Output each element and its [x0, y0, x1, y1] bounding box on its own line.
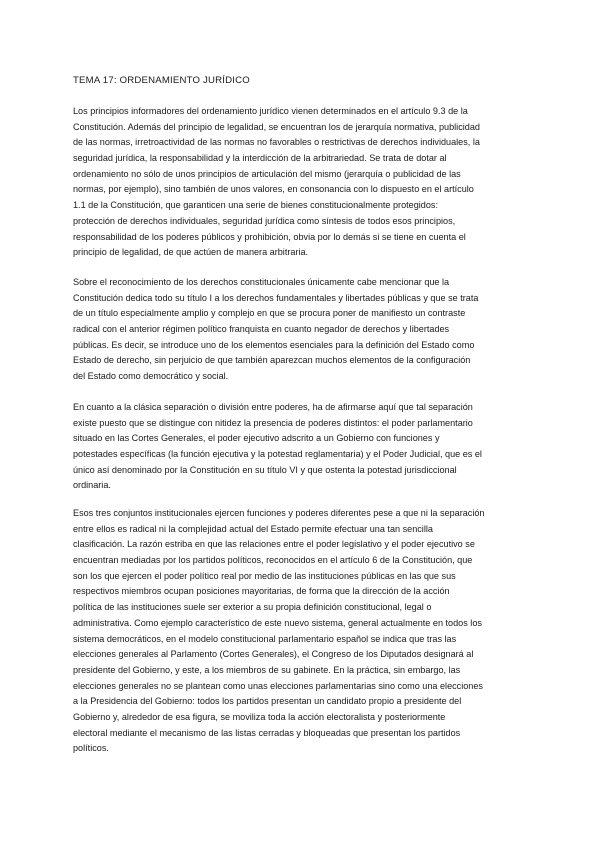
paragraph-line: único así denominado por la Constitución en su título VI y que ostenta la potestad jurisdiccional	[73, 464, 457, 475]
document-title: TEMA 17: ORDENAMIENTO JURÍDICO	[73, 75, 250, 86]
paragraph-line: respectivos miembros ocupan posiciones mayoritarias, de forma que la dirección de la acción	[73, 586, 450, 597]
paragraph-line: de las normas, irretroactividad de las normas no favorables o restrictivas de derechos individuales, la	[73, 137, 480, 148]
paragraph-line: presidente del Gobierno, y este, a los miembros de su gabinete. En la práctica, sin embargo, las	[73, 664, 461, 675]
paragraph-line: administrativa. Como ejemplo característico de este nuevo sistema, general actualmente en todos los	[73, 617, 482, 628]
paragraph-line: públicas. Es decir, se introduce uno de los elementos esenciales para la definición del Estado como	[73, 339, 475, 350]
paragraph-line: Constitución. Además del principio de legalidad, se encuentran los de jerarquía normativa, publicidad	[73, 121, 480, 132]
paragraph-line: política de las instituciones suele ser exterior a su propia definición constitucional, legal o	[73, 602, 432, 613]
paragraph-line: existe puesto que se distingue con nitidez la presencia de poderes distintos: el poder parlamentario	[73, 417, 473, 428]
paragraph-line: del Estado como democrático y social.	[73, 371, 229, 382]
paragraph-line: ordinaria.	[73, 480, 111, 491]
paragraph-line: encuentran mediadas por los partidos políticos, reconocidos en el artículo 6 de la Constitución, que	[73, 555, 473, 566]
paragraph-line: 1.1 de la Constitución, que garanticen una serie de bienes constitucionalmente protegidos:	[73, 200, 438, 211]
paragraph-line: a la Presidencia del Gobierno: todos los partidos presentan un candidato propio a presidente del	[73, 696, 462, 707]
paragraph-line: son los que ejercen el poder político real por medio de las instituciones públicas en las que sus	[73, 570, 456, 581]
paragraph-line: de un título especialmente amplio y complejo en que se procura poner de manifiesto un contraste	[73, 308, 466, 319]
paragraph-line: electoral mediante el mecanismo de las listas cerradas y bloqueadas que presentan los partidos	[73, 727, 461, 738]
paragraph-line: principio de legalidad, de que actúen de manera arbitraria.	[73, 247, 309, 258]
paragraph-line: Estado de derecho, sin perjuicio de que también aparezcan muchos elementos de la configuración	[73, 355, 471, 366]
paragraph-line: protección de derechos individuales, seguridad jurídica como síntesis de todos esos principios,	[73, 215, 456, 226]
paragraph-line: normas, por ejemplo), sino también de unos valores, en consonancia con lo dispuesto en el artículo	[73, 184, 474, 195]
paragraph-line: responsabilidad de los poderes públicos y prohibición, obvia por lo demás si se tiene en cuenta el	[73, 231, 466, 242]
paragraph-line: seguridad jurídica, la responsabilidad y la interdicción de la arbitrariedad. Se trata de dotar al	[73, 153, 447, 164]
paragraph-line: entre ellos es radical ni la complejidad actual del Estado permite efectuar una tan sencilla	[73, 523, 433, 534]
paragraph-line: elecciones generales al Parlamento (Cortes Generales), el Congreso de los Diputados designará al	[73, 649, 474, 660]
paragraph-line: sistema democráticos, en el modelo constitucional parlamentario español se indica que tras las	[73, 633, 457, 644]
paragraph-line: potestades específicas (la función ejecutiva y la potestad reglamentaria) y el Poder Judicial, que es el	[73, 449, 482, 460]
paragraph-line: elecciones generales no se plantean como unas elecciones parlamentarias sino como una elecciones	[73, 680, 483, 691]
paragraph-separacion-poderes	[73, 400, 535, 494]
paragraph-line: En cuanto a la clásica separación o división entre poderes, ha de afirmarse aquí que tal separación	[73, 402, 473, 412]
paragraph-line: clasificación. La razón estriba en que las relaciones entre el poder legislativo y el poder ejecutivo se	[73, 539, 475, 550]
paragraph-line: Los principios informadores del ordenamiento jurídico vienen determinados en el artículo 9.3 de la	[73, 106, 468, 116]
paragraph-line: Sobre el reconocimiento de los derechos constitucionales únicamente cabe mencionar que la	[73, 277, 450, 287]
paragraph-principios-informadores	[73, 104, 535, 261]
paragraph-line: Gobierno y, alrededor de esa figura, se moviliza toda la acción electoralista y posteriormente	[73, 711, 446, 722]
paragraph-line: políticos.	[73, 743, 109, 754]
paragraph-line: Constitución dedica todo su título I a los derechos fundamentales y libertades públicas y que se trata	[73, 292, 479, 303]
paragraph-line: ordenamiento no sólo de unos principios de articulación del mismo (jerarquía o publicidad de las	[73, 168, 461, 179]
paragraph-line: Esos tres conjuntos institucionales ejercen funciones y poderes diferentes pese a que ni la separación	[73, 508, 485, 518]
paragraph-line: situado en las Cortes Generales, el poder ejecutivo adscrito a un Gobierno con funciones y	[73, 433, 440, 444]
paragraph-derechos-constitucionales	[73, 275, 535, 385]
paragraph-conjuntos-institucionales	[73, 506, 535, 757]
paragraph-line: radical con el anterior régimen político franquista en cuanto negador de derechos y libertades	[73, 324, 450, 335]
